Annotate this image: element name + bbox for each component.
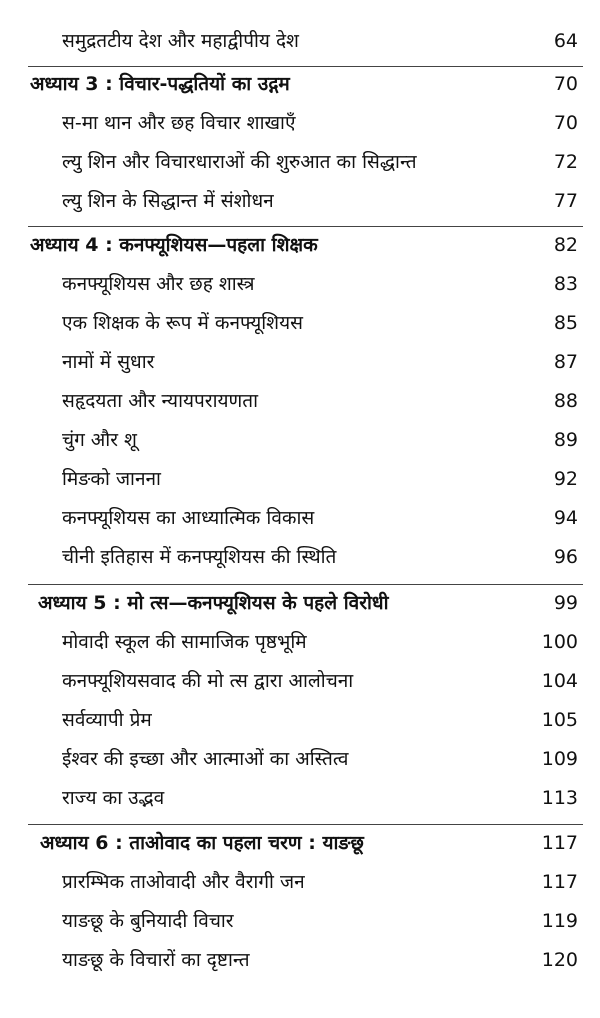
toc-entry-page: 117 [541,871,578,893]
toc-entry [0,701,600,739]
toc-entry [0,460,600,498]
toc-entry-title: प्रारम्भिक ताओवादी और वैरागी जन [62,871,305,893]
toc-chapter-title: अध्याय 4 : कनफ्यूशियस—पहला शिक्षक [30,234,318,256]
toc-entry-title: राज्य का उद्भव [62,787,165,809]
toc-entry [0,863,600,901]
toc-entry-page: 120 [541,949,578,971]
toc-entry-page: 85 [553,312,578,334]
toc-chapter-page: 70 [553,73,578,95]
toc-entry [0,304,600,342]
toc-entry-page: 105 [541,709,578,731]
toc-entry [0,182,600,220]
toc-entry-page: 92 [553,468,578,490]
toc-chapter-page: 82 [553,234,578,256]
toc-entry-title: ल्यु शिन और विचारधाराओं की शुरुआत का सिद्धान्त [62,151,417,173]
toc-entry-page: 94 [553,507,578,529]
toc-entry-title: ल्यु शिन के सिद्धान्त में संशोधन [62,190,274,212]
toc-chapter-title: अध्याय 5 : मो त्स—कनफ्यूशियस के पहले विरोधी [38,592,389,614]
toc-entry [0,941,600,979]
toc-chapter-heading [0,584,600,622]
toc-entry [0,421,600,459]
toc-entry-title: याङछू के विचारों का दृष्टान्त [62,949,250,971]
toc-entry [0,902,600,940]
toc-entry-title: याङछू के बुनियादी विचार [62,910,234,932]
toc-entry [0,104,600,142]
toc-chapter-heading [0,226,600,264]
toc-chapter-page: 99 [553,592,578,614]
toc-entry [0,382,600,420]
toc-entry-page: 88 [553,390,578,412]
toc-entry-title: नामों में सुधार [62,351,155,373]
toc-chapter-title: अध्याय 3 : विचार-पद्धतियों का उद्गम [30,73,290,95]
toc-entry [0,779,600,817]
toc-entry [0,623,600,661]
toc-entry-page: 104 [541,670,578,692]
toc-entry-page: 77 [553,190,578,212]
toc-entry-title: स-मा थान और छह विचार शाखाएँ [62,112,296,134]
toc-entry-page: 64 [553,30,578,52]
toc-entry [0,662,600,700]
toc-entry-page: 87 [553,351,578,373]
toc-entry-title: चुंग और शू [62,429,137,451]
toc-entry-title: चीनी इतिहास में कनफ्यूशियस की स्थिति [62,546,337,568]
toc-entry-page: 89 [553,429,578,451]
toc-chapter-title: अध्याय 6 : ताओवाद का पहला चरण : याङछू [40,832,364,854]
toc-entry-page: 96 [553,546,578,568]
toc-entry [0,343,600,381]
toc-entry-title: ईश्वर की इच्छा और आत्माओं का अस्तित्व [62,748,349,770]
toc-entry-page: 100 [541,631,578,653]
toc-entry-page: 72 [553,151,578,173]
toc-entry-page: 83 [553,273,578,295]
toc-entry-title: मिङको जानना [62,468,161,490]
toc-entry [0,538,600,576]
toc-entry-title: कनफ्यूशियस और छह शास्त्र [62,273,255,295]
toc-chapter-heading [0,824,600,862]
toc-entry [0,143,600,181]
toc-chapter-heading [0,65,600,103]
toc-entry [0,265,600,303]
toc-entry-title: कनफ्यूशियसवाद की मो त्स द्वारा आलोचना [62,670,354,692]
toc-entry [0,499,600,537]
toc-entry-title: सर्वव्यापी प्रेम [62,709,152,731]
toc-entry-title: समुद्रतटीय देश और महाद्वीपीय देश [62,30,299,52]
toc-entry-title: एक शिक्षक के रूप में कनफ्यूशियस [62,312,303,334]
toc-entry-title: सहृदयता और न्यायपरायणता [62,390,258,412]
toc-entry-page: 119 [541,910,578,932]
toc-entry [0,22,600,60]
toc-entry-title: कनफ्यूशियस का आध्यात्मिक विकास [62,507,315,529]
toc-entry-page: 109 [541,748,578,770]
toc-entry-page: 113 [541,787,578,809]
toc-entry [0,740,600,778]
toc-chapter-page: 117 [541,832,578,854]
toc-entry-title: मोवादी स्कूल की सामाजिक पृष्ठभूमि [62,631,307,653]
toc-entry-page: 70 [553,112,578,134]
